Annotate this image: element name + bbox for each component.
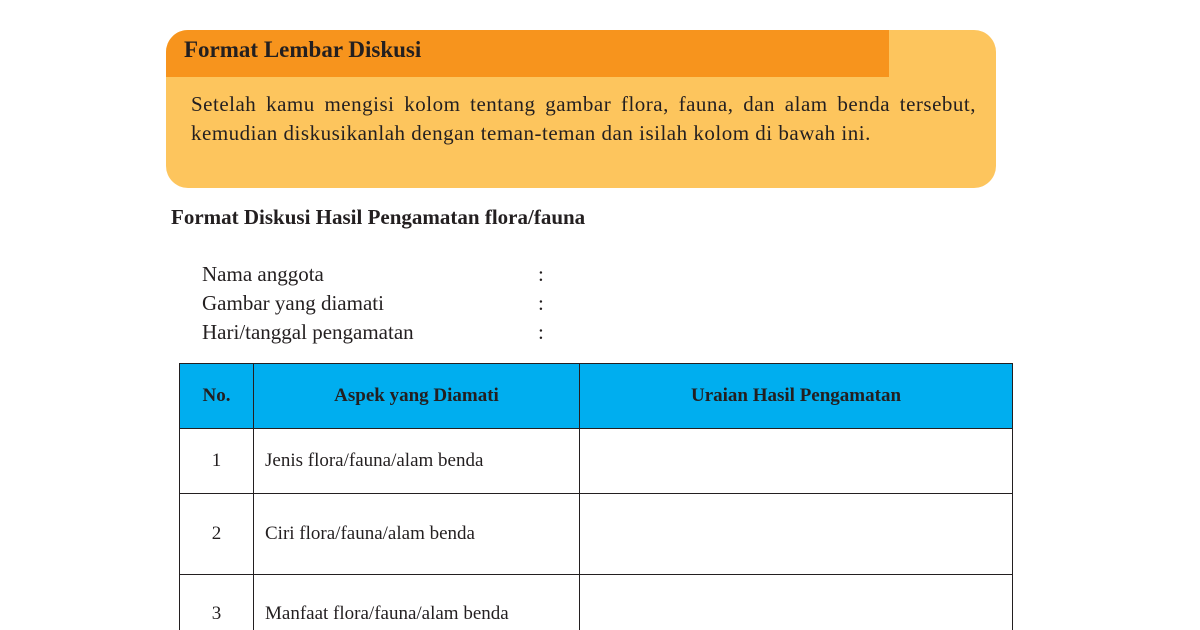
header-aspek: Aspek yang Diamati: [254, 364, 580, 429]
table-header-row: [180, 364, 1013, 429]
field-label: Gambar yang diamati: [202, 291, 384, 315]
field-hari-tanggal: [202, 318, 562, 347]
field-label: Nama anggota: [202, 262, 324, 286]
section-heading: Format Diskusi Hasil Pengamatan flora/fauna: [171, 205, 586, 229]
field-nama-anggota: [202, 260, 562, 289]
info-box-title: Format Lembar Diskusi: [166, 30, 889, 77]
table-row: [180, 575, 1013, 630]
row-number: 3: [180, 575, 254, 630]
row-aspek: Manfaat flora/fauna/alam benda: [254, 575, 580, 630]
field-colon: :: [538, 320, 544, 344]
table-row: [180, 494, 1013, 575]
info-box-text: Setelah kamu mengisi kolom tentang gambar flora, fauna, dan alam benda tersebut, kemudian diskusikanlah dengan teman-teman dan isilah kolom di bawah ini.: [191, 92, 976, 145]
field-colon: :: [538, 262, 544, 286]
row-uraian-cell[interactable]: [580, 575, 1013, 630]
observation-table: [179, 363, 1013, 630]
row-number: 1: [180, 429, 254, 494]
row-uraian-cell[interactable]: [580, 494, 1013, 575]
field-colon: :: [538, 291, 544, 315]
field-label: Hari/tanggal pengamatan: [202, 320, 414, 344]
header-no: No.: [180, 364, 254, 429]
row-uraian-cell[interactable]: [580, 429, 1013, 494]
field-gambar-diamati: [202, 289, 562, 318]
table-row: [180, 429, 1013, 494]
row-aspek: Ciri flora/fauna/alam benda: [254, 494, 580, 575]
row-number: 2: [180, 494, 254, 575]
row-aspek: Jenis flora/fauna/alam benda: [254, 429, 580, 494]
info-box: [166, 30, 996, 188]
header-uraian: Uraian Hasil Pengamatan: [580, 364, 1013, 429]
